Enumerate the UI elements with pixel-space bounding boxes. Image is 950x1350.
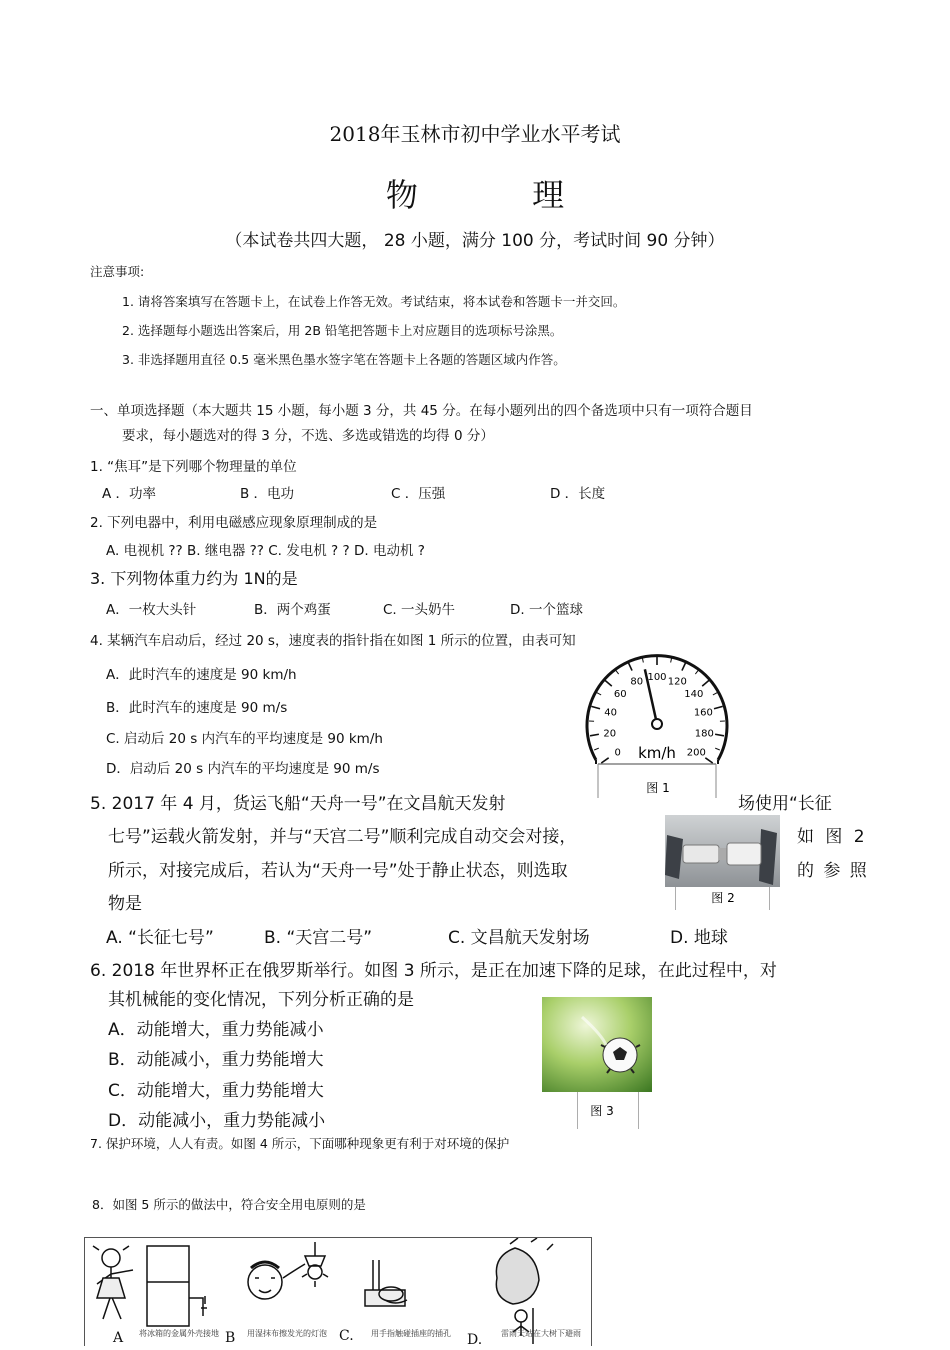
speed-tick-label: 40 bbox=[604, 708, 617, 719]
speed-tick-label: 180 bbox=[695, 728, 714, 739]
figure-1-caption: 图 1 bbox=[646, 781, 669, 795]
speed-tick bbox=[713, 693, 717, 695]
question-5-line1-cont: 场使用“长征 bbox=[738, 789, 832, 814]
q4-option-a: A．此时汽车的速度是 90 km/h bbox=[106, 663, 297, 683]
subject-title: 物 理 bbox=[0, 170, 950, 216]
q1-option-b: B ．电功 bbox=[240, 482, 294, 502]
speed-tick bbox=[616, 670, 619, 674]
speed-tick bbox=[605, 680, 612, 686]
question-2-stem: 2. 下列电器中，利用电磁感应现象原理制成的是 bbox=[90, 511, 377, 531]
speedometer-figure bbox=[582, 652, 732, 800]
question-6-line2: 其机械能的变化情况，下列分析正确的是 bbox=[108, 985, 414, 1010]
question-6-line1: 6. 2018 年世界杯正在俄罗斯举行。如图 3 所示，是正在加速下降的足球，在此过程中，对 bbox=[90, 956, 777, 981]
speedometer-dial bbox=[582, 652, 732, 800]
speed-tick bbox=[715, 734, 724, 736]
speed-tick bbox=[594, 748, 599, 750]
speed-tick-label: 0 bbox=[614, 748, 620, 759]
q3-option-b: B．两个鸡蛋 bbox=[254, 598, 331, 618]
speed-tick bbox=[601, 758, 608, 763]
q3-option-d: D. 一个篮球 bbox=[510, 598, 583, 618]
fig5-label-a: A bbox=[112, 1330, 124, 1346]
q4-option-d: D．启动后 20 s 内汽车的平均速度是 90 m/s bbox=[106, 757, 379, 777]
q5-option-d: D. 地球 bbox=[670, 923, 728, 948]
speed-tick bbox=[590, 734, 599, 736]
speed-tick bbox=[628, 662, 632, 670]
question-8-stem: 8．如图 5 所示的做法中，符合安全用电原则的是 bbox=[92, 1195, 366, 1213]
notes-heading: 注意事项: bbox=[90, 262, 144, 280]
speed-tick-label: 80 bbox=[630, 676, 643, 687]
figure-2-caption: 图 2 bbox=[711, 891, 734, 905]
question-5-line2-cont: 如 图 2 bbox=[797, 822, 865, 847]
question-3-stem: 3. 下列物体重力约为 1N的是 bbox=[90, 566, 298, 589]
speed-tick-label: 140 bbox=[684, 689, 703, 700]
soccer-ball-figure bbox=[542, 997, 654, 1129]
fig5-caption-a: 将冰箱的金属外壳接地 bbox=[139, 1328, 219, 1338]
fig5-caption-b: 用湿抹布擦发光的灯泡 bbox=[247, 1328, 327, 1338]
q6-option-d: D．动能减小，重力势能减小 bbox=[108, 1106, 325, 1131]
question-4-stem: 4. 某辆汽车启动后，经过 20 s，速度表的指针指在如图 1 所示的位置，由表可知 bbox=[90, 629, 576, 649]
q6-option-c: C．动能增大，重力势能增大 bbox=[108, 1076, 324, 1101]
fig5-label-b: B bbox=[225, 1330, 235, 1346]
speed-tick bbox=[695, 670, 698, 674]
exam-info: （本试卷共四大题， 28 小题，满分 100 分，考试时间 90 分钟） bbox=[0, 226, 950, 251]
spacecraft-image bbox=[665, 815, 780, 910]
spacecraft-figure bbox=[665, 815, 780, 910]
q1-option-d: D ．长度 bbox=[550, 482, 605, 502]
q5-option-a: A. “长征七号” bbox=[106, 923, 214, 948]
speed-tick-label: 60 bbox=[614, 689, 627, 700]
speed-tick bbox=[715, 748, 720, 750]
speed-tick-label: 160 bbox=[694, 708, 713, 719]
question-5-line1: 5. 2017 年 4 月，货运飞船“天舟一号”在文昌航天发射 bbox=[90, 789, 506, 814]
fig5-label-d: D. bbox=[467, 1332, 482, 1346]
section-heading-cont: 要求，每小题选对的得 3 分，不选、多选或错选的均得 0 分） bbox=[122, 424, 494, 444]
speed-tick bbox=[714, 706, 723, 708]
note-item: 2. 选择题每小题选出答案后，用 2B 铅笔把答题卡上对应题目的选项标号涂黑。 bbox=[122, 321, 562, 339]
safety-illustrations bbox=[85, 1238, 591, 1346]
exam-title: 2018年玉林市初中学业水平考试 bbox=[0, 118, 950, 147]
speed-tick-label: 100 bbox=[647, 672, 666, 683]
speed-tick-label: 120 bbox=[668, 676, 687, 687]
fig5-caption-c: 用手指触碰插座的插孔 bbox=[371, 1328, 451, 1338]
soccer-ball-image bbox=[542, 997, 654, 1129]
safety-figure bbox=[84, 1237, 592, 1346]
speed-unit: km/h bbox=[638, 744, 676, 762]
question-5-line2: 七号”运载火箭发射，并与“天宫二号”顺利完成自动交会对接， bbox=[108, 822, 576, 847]
note-item: 1. 请将答案填写在答题卡上，在试卷上作答无效。考试结束，将本试卷和答题卡一并交回。 bbox=[122, 292, 625, 310]
q6-option-a: A．动能增大，重力势能减小 bbox=[108, 1015, 324, 1040]
question-5-line3: 所示，对接完成后，若认为“天舟一号”处于静止状态，则选取 bbox=[108, 856, 568, 881]
q1-option-a: A ．功率 bbox=[102, 482, 156, 502]
q3-option-a: A．一枚大头针 bbox=[106, 598, 196, 618]
question-5-line4: 物是 bbox=[108, 889, 142, 914]
section-heading: 一、单项选择题（本大题共 15 小题，每小题 3 分，共 45 分。在每小题列出的四个备选项中只有一项符合题目 bbox=[90, 399, 753, 419]
speed-tick bbox=[591, 706, 600, 708]
question-5-line3-cont: 的 参 照 bbox=[797, 856, 867, 881]
q4-option-c: C. 启动后 20 s 内汽车的平均速度是 90 km/h bbox=[106, 727, 383, 747]
speed-tick bbox=[597, 693, 601, 695]
speed-tick bbox=[682, 662, 686, 670]
q5-option-c: C. 文昌航天发射场 bbox=[448, 923, 590, 948]
q1-option-c: C ．压强 bbox=[391, 482, 445, 502]
question-7-stem: 7. 保护环境，人人有责。如图 4 所示，下面哪种现象更有利于对环境的保护 bbox=[90, 1134, 509, 1152]
speed-tick-label: 20 bbox=[603, 728, 616, 739]
fig5-caption-d: 雷雨天站在大树下避雨 bbox=[501, 1328, 581, 1338]
q4-option-b: B．此时汽车的速度是 90 m/s bbox=[106, 696, 287, 716]
question-1-stem: 1. “焦耳”是下列哪个物理量的单位 bbox=[90, 455, 297, 475]
note-item: 3. 非选择题用直径 0.5 毫米黑色墨水签字笔在答题卡上各题的答题区域内作答。 bbox=[122, 350, 566, 368]
q2-options: A. 电视机 ?? B. 继电器 ?? C. 发电机 ? ? D. 电动机 ? bbox=[106, 539, 425, 559]
figure-3-caption: 图 3 bbox=[590, 1104, 613, 1118]
speed-tick-label: 200 bbox=[687, 748, 706, 759]
speed-tick bbox=[702, 680, 709, 686]
q6-option-b: B．动能减小，重力势能增大 bbox=[108, 1045, 324, 1070]
fig5-label-c: C. bbox=[339, 1328, 354, 1344]
q3-option-c: C. 一头奶牛 bbox=[383, 598, 455, 618]
speed-tick bbox=[705, 758, 712, 763]
q5-option-b: B. “天宫二号” bbox=[264, 923, 372, 948]
